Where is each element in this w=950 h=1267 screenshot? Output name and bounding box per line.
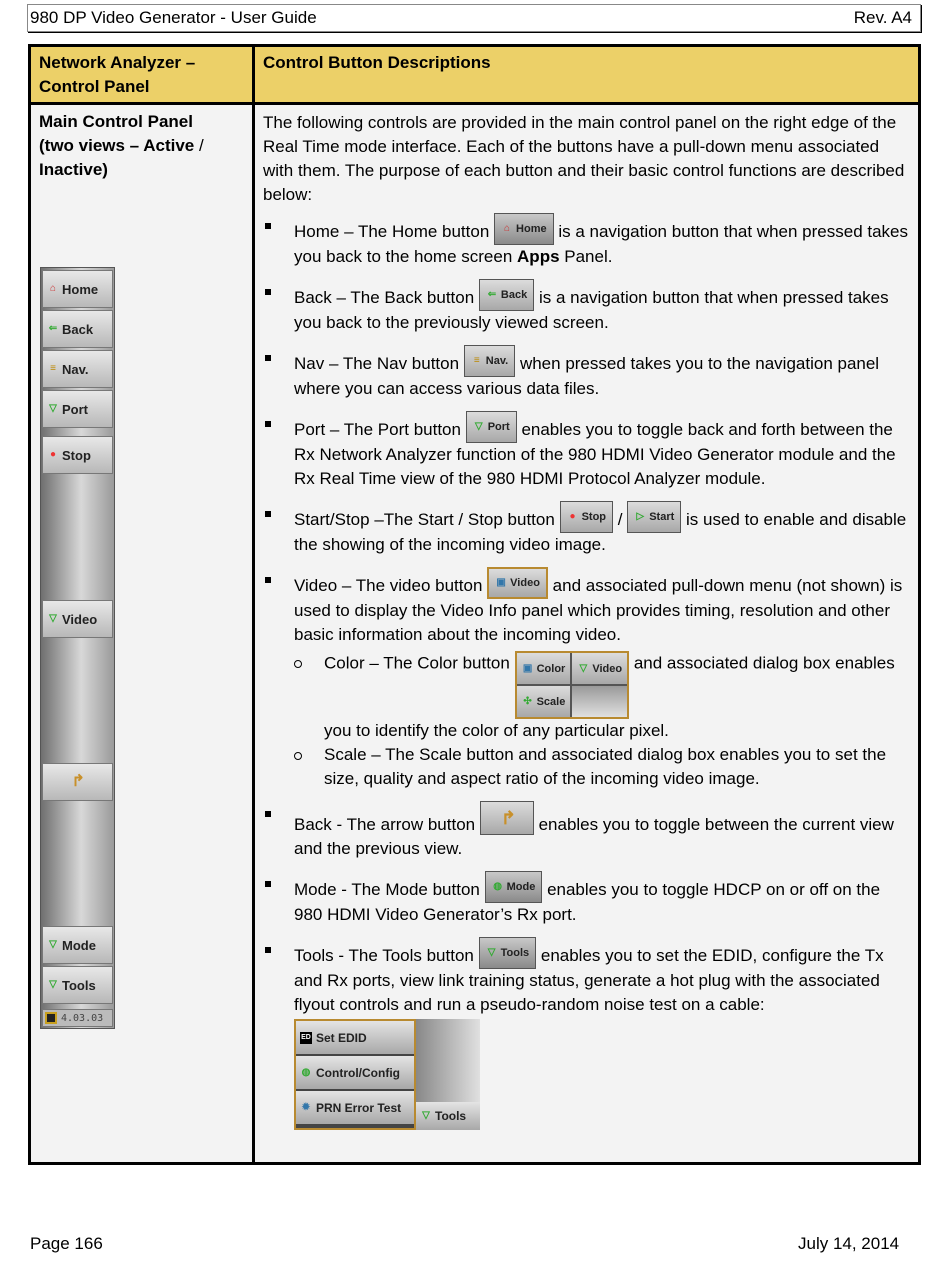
panel-port-button xyxy=(42,390,113,428)
color-picker-icon: ▣ xyxy=(522,662,533,674)
panel-nav-button xyxy=(42,350,113,388)
panel-back-button xyxy=(42,310,113,348)
start-button-image xyxy=(627,501,681,533)
panel-tools-button xyxy=(42,966,113,1004)
left-title-active: Active xyxy=(143,136,195,155)
scale-button-image xyxy=(517,686,571,717)
home-icon: ⌂ xyxy=(504,223,511,234)
item-text: Port – The Port button xyxy=(294,420,461,439)
panel-button-label: Tools xyxy=(62,977,96,993)
flyout-grid xyxy=(515,651,630,719)
button-label: Color xyxy=(536,662,566,675)
left-title-line3: Inactive) xyxy=(39,160,108,179)
header-title: 980 DP Video Generator - User Guide xyxy=(30,8,317,27)
button-label: Tools xyxy=(500,947,530,959)
apps-bold-text: Apps xyxy=(517,247,560,266)
curved-arrow-icon: ↱ xyxy=(500,808,516,828)
list-item-start-stop xyxy=(263,501,913,557)
tools-tab-image xyxy=(416,1102,480,1130)
button-label: Video xyxy=(510,577,540,589)
toggle-icon: ◍ xyxy=(493,881,502,892)
prn-error-test-item xyxy=(296,1091,414,1124)
chevron-down-icon: ▽ xyxy=(487,947,496,958)
button-label: Stop xyxy=(581,511,607,523)
tools-button-image xyxy=(479,937,537,969)
footer-page-number: Page 166 xyxy=(30,1234,103,1253)
tools-flyout-menu xyxy=(294,1019,416,1130)
left-title-sep: / xyxy=(194,136,204,155)
button-label: Tools xyxy=(435,1109,467,1123)
chevron-down-icon: ▽ xyxy=(474,421,483,432)
item-text: is a navigation button that when pressed takes you back to the previously viewed screen. xyxy=(294,288,889,332)
list-item-video xyxy=(263,567,913,791)
curved-arrow-icon: ↱ xyxy=(71,773,85,790)
item-text: when pressed takes you to the navigation panel where you can access various data files. xyxy=(294,354,880,398)
button-label: Start xyxy=(649,511,675,523)
sublist-item-scale: Scale – The Scale button and associated dialog box enables you to set the size, quality and aspect ratio of the incoming video image. xyxy=(294,743,913,791)
footer-date: July 14, 2014 xyxy=(798,1234,900,1253)
panel-button-label: Nav. xyxy=(62,361,89,377)
list-item-port xyxy=(263,411,913,491)
flyout-label: Set EDID xyxy=(316,1030,367,1045)
button-label: Back xyxy=(500,289,528,301)
logo-icon xyxy=(45,1012,57,1024)
column-header-descriptions: Control Button Descriptions xyxy=(255,47,918,105)
arrow-button-image xyxy=(480,801,534,835)
item-text: and associated dialog box enables you to identify the color of any particular pixel. xyxy=(324,653,895,740)
gear-icon: ✹ xyxy=(301,1101,311,1113)
item-text: Mode - The Mode button xyxy=(294,880,480,899)
item-text: Video – The video button xyxy=(294,576,483,595)
flyout-blank-cell xyxy=(572,686,627,717)
list-item-back xyxy=(263,279,913,335)
panel-video-button xyxy=(42,600,113,638)
list-item-tools xyxy=(263,937,913,1130)
item-text: and associated pull-down menu (not shown) is used to display the Video Info panel which provides timing, resolution and other basic information about the incoming video. xyxy=(294,576,903,644)
chevron-down-icon: ▽ xyxy=(49,403,57,414)
item-text: Tools - The Tools button xyxy=(294,946,474,965)
chevron-down-icon: ▽ xyxy=(579,662,588,674)
intro-paragraph: The following controls are provided in the main control panel on the right edge of the Real Time mode interface. Each of the buttons have a pull-down menu associated with them. The purpose of each button and their basic control functions are described below: xyxy=(263,113,905,204)
button-label: Mode xyxy=(506,881,536,893)
button-list xyxy=(263,213,913,1130)
panel-mode-button xyxy=(42,926,113,964)
item-text: enables you to toggle HDCP on or off on the 980 HDMI Video Generator’s Rx port. xyxy=(294,880,881,924)
version-badge xyxy=(42,1009,113,1027)
panel-button-label: Stop xyxy=(62,447,91,463)
panel-button-label: Home xyxy=(62,281,99,297)
item-text: is used to enable and disable the showing of the incoming video image. xyxy=(294,510,907,554)
page-header xyxy=(27,4,921,32)
flyout-label: PRN Error Test xyxy=(316,1100,402,1115)
tools-flyout-side xyxy=(416,1019,480,1130)
panel-button-label: Back xyxy=(62,321,94,337)
list-item-home xyxy=(263,213,913,269)
panel-button-label: Mode xyxy=(62,937,96,953)
nav-tree-icon: ≡ xyxy=(50,363,56,374)
item-text: enables you to toggle between the current view and the previous view. xyxy=(294,815,894,858)
left-title-prefix: (two views – xyxy=(39,136,144,155)
nav-tree-icon: ≡ xyxy=(473,355,480,366)
button-label: Home xyxy=(516,223,547,235)
scale-icon: ✣ xyxy=(523,695,532,707)
panel-stop-button xyxy=(42,436,113,474)
mode-button-image xyxy=(485,871,543,903)
chevron-down-icon: ▽ xyxy=(49,613,57,624)
list-item-arrow xyxy=(263,801,913,861)
home-icon: ⌂ xyxy=(49,283,57,294)
port-button-image xyxy=(466,411,517,443)
chevron-down-icon: ▽ xyxy=(422,1110,430,1121)
left-title-line1: Main Control Panel xyxy=(39,112,193,131)
panel-home-button xyxy=(42,270,113,308)
version-text: 4.03.03 xyxy=(61,1012,104,1024)
item-text: Start/Stop –The Start / Stop button xyxy=(294,510,555,529)
stop-icon: ● xyxy=(569,511,576,522)
item-text: / xyxy=(617,510,623,529)
left-title-line2 xyxy=(39,134,204,158)
panel-button-label: Port xyxy=(62,401,88,417)
description-body xyxy=(263,111,913,1140)
item-text: Home – The Home button xyxy=(294,222,490,241)
button-label: Nav. xyxy=(485,355,509,367)
item-text: Back - The arrow button xyxy=(294,815,476,834)
description-table xyxy=(28,44,921,1165)
item-text: Color – The Color button xyxy=(324,653,510,673)
monitor-icon: ▣ xyxy=(496,577,506,588)
flyout-label: Control/Config xyxy=(316,1065,400,1080)
item-text: Back – The Back button xyxy=(294,288,475,307)
config-icon: ◍ xyxy=(301,1066,311,1078)
left-cell-title xyxy=(39,110,204,182)
item-text: Nav – The Nav button xyxy=(294,354,460,373)
control-config-item xyxy=(296,1056,414,1089)
item-text: enables you to set the EDID, configure the Tx and Rx ports, view link training status, generate a hot plug with the associated flyout controls and run a pseudo-random noise test on a cable: xyxy=(294,946,884,1014)
button-label: Scale xyxy=(536,695,566,708)
tools-flyout-image xyxy=(294,1019,913,1130)
item-text: enables you to toggle back and forth between the Rx Network Analyzer function of the 980 HDMI Video Generator module and the Rx Real Time view of the 980 HDMI Protocol Analyzer module. xyxy=(294,420,896,488)
item-text: Panel. xyxy=(559,247,613,266)
video-sublist xyxy=(294,651,913,791)
button-label: Video xyxy=(592,662,623,675)
nav-button-image xyxy=(464,345,515,377)
chevron-down-icon: ▽ xyxy=(49,939,57,950)
list-item-mode xyxy=(263,871,913,927)
sublist-item-color xyxy=(294,651,913,743)
play-icon: ▷ xyxy=(636,511,645,522)
panel-button-label: Video xyxy=(62,611,98,627)
video-button-image xyxy=(487,567,548,599)
stop-button-image xyxy=(560,501,613,533)
color-button-image xyxy=(517,653,571,684)
home-button-image xyxy=(494,213,554,245)
column-header-panel: Network Analyzer – Control Panel xyxy=(31,47,252,105)
back-arrow-icon: ⇐ xyxy=(487,289,497,300)
control-panel-image xyxy=(40,267,115,1029)
button-label: Port xyxy=(487,421,510,433)
set-edid-item xyxy=(296,1021,414,1054)
stop-icon: ● xyxy=(49,449,57,460)
column-divider xyxy=(252,47,255,1162)
back-button-image xyxy=(479,279,534,311)
video-tab-image xyxy=(572,653,627,684)
chevron-down-icon: ▽ xyxy=(49,979,57,990)
list-item-nav xyxy=(263,345,913,401)
back-arrow-icon: ⇐ xyxy=(48,323,58,334)
color-scale-flyout-image xyxy=(515,651,630,719)
header-revision: Rev. A4 xyxy=(853,8,912,27)
panel-arrow-button xyxy=(42,763,113,801)
edid-icon: ED xyxy=(300,1032,312,1044)
item-text: is a navigation button that when pressed takes you back to the home screen xyxy=(294,222,908,266)
